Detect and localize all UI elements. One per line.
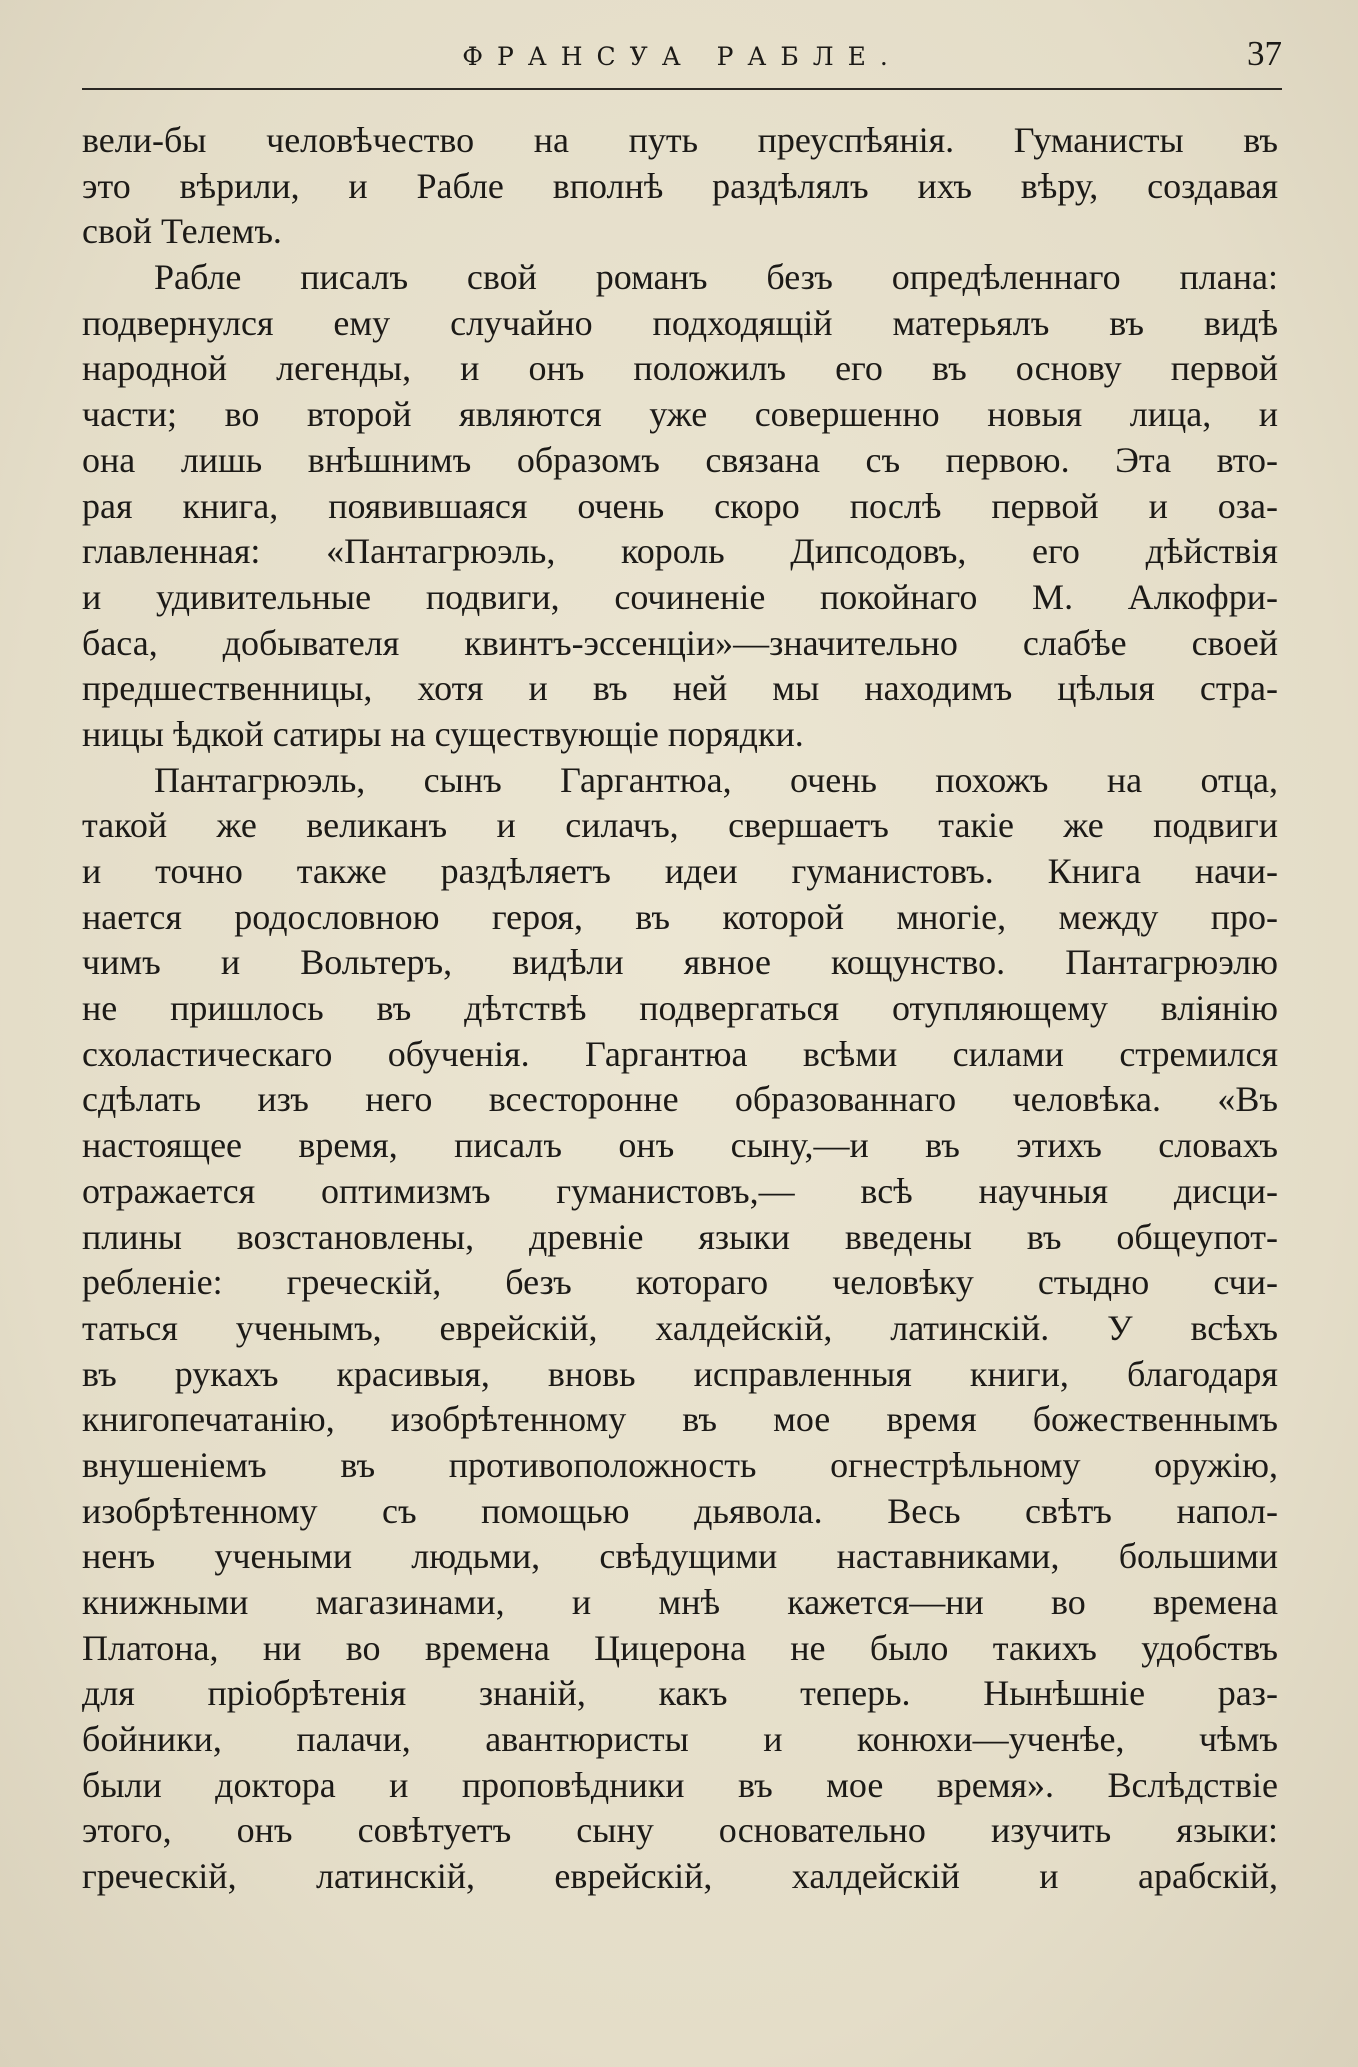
paragraph-first-line: Пантагрюэль, сынъ Гаргантюа, очень похожъ на отца,	[154, 759, 1278, 800]
text-line: подвернулся ему случайно подходящій матерьялъ въ видѣ	[82, 302, 1278, 343]
text-line: вели-бы человѣчество на путь преуспѣянія. Гуманисты въ	[82, 120, 1278, 160]
text-line: бойники, палачи, авантюристы и конюхи—ученѣе, чѣмъ	[82, 1719, 1278, 1760]
text-line: для пріобрѣтенія знаній, какъ теперь. Нынѣшніе раз-	[82, 1673, 1278, 1714]
text-line: Платона, ни во времена Цицерона не было такихъ удобствъ	[82, 1627, 1278, 1668]
text-line: народной легенды, и онъ положилъ его въ основу первой	[82, 348, 1278, 389]
text-line: таться ученымъ, еврейскій, халдейскій, латинскій. У всѣхъ	[82, 1307, 1278, 1348]
text-line: настоящее время, писалъ онъ сыну,—и въ этихъ словахъ	[82, 1125, 1278, 1166]
text-line: она лишь внѣшнимъ образомъ связана съ первою. Эта вто-	[82, 439, 1278, 480]
text-line: не пришлось въ дѣтствѣ подвергаться отупляющему вліянію	[82, 988, 1278, 1029]
paragraph-first-line: Рабле писалъ свой романъ безъ опредѣленнаго плана:	[154, 257, 1278, 298]
text-line: были доктора и проповѣдники въ мое время». Вслѣдствіе	[82, 1764, 1278, 1805]
text-line: плины возстановлены, древніе языки введены въ общеупот-	[82, 1216, 1278, 1257]
text-line: греческій, латинскій, еврейскій, халдейскій и арабскій,	[82, 1856, 1278, 1897]
text-line: книгопечатанію, изобрѣтенному въ мое время божественнымъ	[82, 1399, 1278, 1440]
text-line: предшественницы, хотя и въ ней мы находимъ цѣлыя стра-	[82, 668, 1278, 709]
page-number: 37	[1247, 34, 1282, 73]
text-line: и удивительные подвиги, сочиненіе покойнаго М. Алкофри-	[82, 576, 1278, 617]
text-line: изобрѣтенному съ помощью дьявола. Весь свѣтъ напол-	[82, 1490, 1278, 1531]
text-line: схоластическаго обученія. Гаргантюа всѣми силами стремился	[82, 1033, 1278, 1074]
body-text	[82, 118, 1278, 1900]
text-line: рая книга, появившаяся очень скоро послѣ первой и оза-	[82, 485, 1278, 526]
text-line: въ рукахъ красивыя, вновь исправленныя книги, благодаря	[82, 1353, 1278, 1394]
text-line: книжными магазинами, и мнѣ кажется—ни во времена	[82, 1582, 1278, 1622]
text-line: отражается оптимизмъ гуманистовъ,— всѣ научныя дисци-	[82, 1170, 1278, 1211]
text-line: части; во второй являются уже совершенно новыя лица, и	[82, 394, 1278, 435]
text-line: ненъ учеными людьми, свѣдущими наставниками, большими	[82, 1536, 1278, 1577]
text-line: это вѣрили, и Рабле вполнѣ раздѣлялъ ихъ вѣру, создавая	[82, 165, 1278, 206]
text-line: сдѣлать изъ него всесторонне образованнаго человѣка. «Въ	[82, 1079, 1278, 1120]
text-line: этого, онъ совѣтуетъ сыну основательно изучить языки:	[82, 1810, 1278, 1851]
text-line: и точно также раздѣляетъ идеи гуманистовъ. Книга начи-	[82, 851, 1278, 891]
text-line: баса, добывателя квинтъ-эссенціи»—значительно слабѣе своей	[82, 622, 1278, 663]
text-line: ребленіе: греческій, безъ котораго человѣку стыдно счи-	[82, 1262, 1278, 1303]
running-head	[82, 30, 1282, 90]
text-line: внушеніемъ въ противоположность огнестрѣльному оружію,	[82, 1444, 1278, 1485]
text-line: главленная: «Пантагрюэль, король Дипсодовъ, его дѣйствія	[82, 531, 1278, 572]
text-line: такой же великанъ и силачъ, свершаетъ такіе же подвиги	[82, 805, 1278, 846]
text-line: свой Телемъ.	[82, 211, 282, 252]
running-title: ФРАНСУА РАБЛЕ.	[462, 42, 902, 71]
text-line: нается родословною героя, въ которой многіе, между про-	[82, 896, 1278, 937]
text-line: ницы ѣдкой сатиры на существующіе порядки.	[82, 713, 804, 754]
text-line: чимъ и Вольтеръ, видѣли явное кощунство. Пантагрюэлю	[82, 942, 1278, 983]
